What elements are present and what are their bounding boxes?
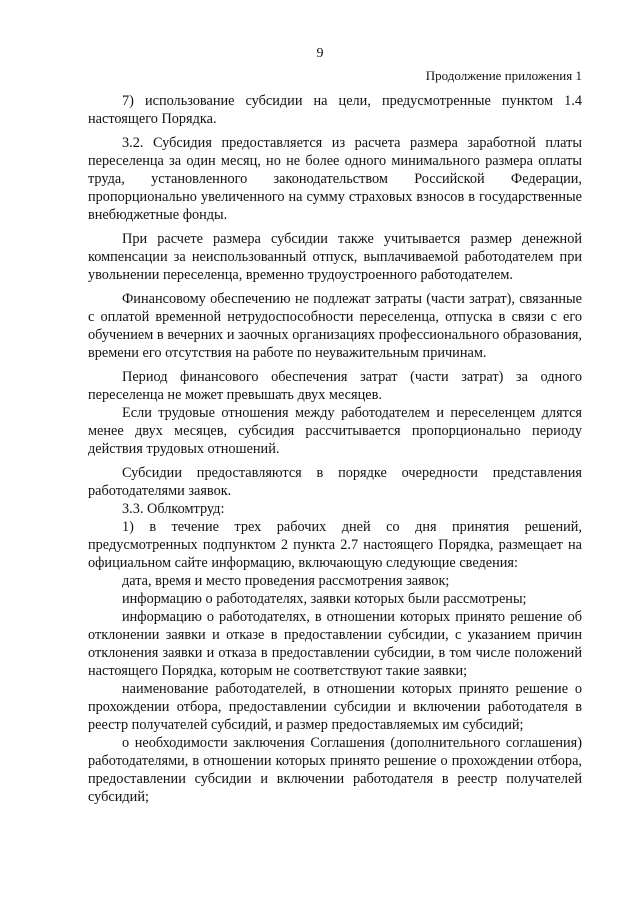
continuation-header: Продолжение приложения 1	[425, 68, 582, 83]
paragraph: Финансовому обеспечению не подлежат затраты (части затрат), связанные с оплатой временной нетрудоспособности переселенца, отпуска в связи с его обучением в вечерних и заочных организациях профессионального образования, времени его отсутствия на работе по неуважительным причинам.	[88, 291, 582, 361]
paragraph: При расчете размера субсидии также учитывается размер денежной компенсации за неиспользованный отпуск, выплачиваемой работодателем при увольнении переселенца, временно трудоустроенного работодателем.	[88, 231, 582, 283]
document-body	[88, 92, 582, 806]
paragraph: о необходимости заключения Соглашения (дополнительного соглашения) работодателями, в отношении которых принято решение о прохождении отбора, предоставлении субсидии и включении работодателя в реестр получателей субсидий;	[88, 735, 582, 805]
paragraph: информацию о работодателях, заявки которых были рассмотрены;	[122, 591, 527, 607]
paragraph: дата, время и место проведения рассмотрения заявок;	[122, 573, 450, 589]
page-number: 9	[316, 46, 324, 61]
paragraph: Период финансового обеспечения затрат (части затрат) за одного переселенца не может превышать двух месяцев.	[88, 369, 582, 403]
paragraph: 3.3. Облкомтруд:	[122, 501, 225, 517]
paragraph: Субсидии предоставляются в порядке очередности представления работодателями заявок.	[88, 465, 582, 499]
paragraph: наименование работодателей, в отношении которых принято решение о прохождении отбора, предоставлении субсидии и включении работодателя в реестр получателей субсидий, и размер предоставляемых им субсидий;	[88, 681, 582, 733]
paragraph: Если трудовые отношения между работодателем и переселенцем длятся менее двух месяцев, субсидия рассчитывается пропорционально периоду действия трудовых отношений.	[88, 405, 582, 457]
paragraph: 1) в течение трех рабочих дней со дня принятия решений, предусмотренных подпунктом 2 пункта 2.7 настоящего Порядка, размещает на официальном сайте информацию, включающую следующие сведения:	[88, 519, 582, 571]
paragraph: 3.2. Субсидия предоставляется из расчета размера заработной платы переселенца за один месяц, но не более одного минимального размера оплаты труда, установленного законодательством Российской Федерации, пропорционально увеличенного на сумму страховых взносов в государственные внебюджетные фонды.	[88, 135, 582, 223]
paragraph: информацию о работодателях, в отношении которых принято решение об отклонении заявки и отказе в предоставлении субсидии, с указанием причин отклонения заявки и отказа в предоставлении субсидии, в том числе положений настоящего Порядка, которым не соответствуют такие заявки;	[88, 609, 582, 679]
paragraph: 7) использование субсидии на цели, предусмотренные пунктом 1.4 настоящего Порядка.	[88, 93, 582, 127]
